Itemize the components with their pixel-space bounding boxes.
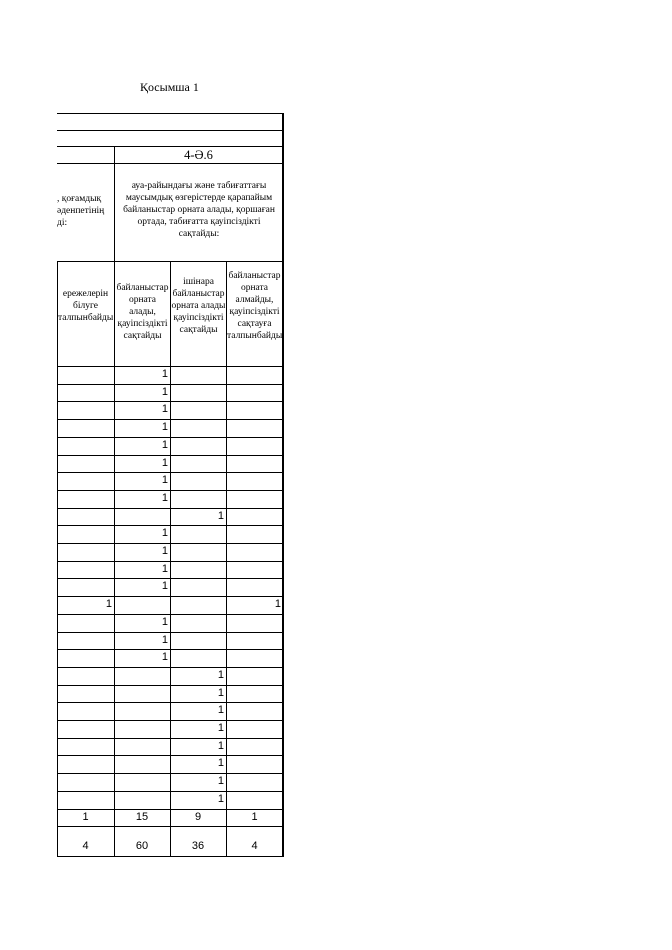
column-header-3: ішінара байланыстар орната алады қауіпсіздікті сақтайды [171,277,226,335]
table-cell: 1 [161,421,168,434]
table-cell: 1 [161,562,168,575]
percent-cell: 60 [135,840,149,852]
column-header-2: байланыстар орната алады, қауіпсіздікті сақтайды [116,283,169,341]
column-header-4: байланыстар орната алмайды, қауіпсіздікті сақтауға талпынбайды [227,271,283,341]
table-cell: 1 [161,403,168,416]
table-cell: 1 [161,438,168,451]
table-cell: 1 [161,474,168,487]
table-cell: 1 [161,580,168,593]
table-cell: 1 [161,456,168,469]
indicator-code: 4-Ә.6 [184,148,213,162]
table-cell: 1 [161,615,168,628]
table-cell: 1 [217,775,224,788]
percent-cell: 36 [191,840,205,852]
left-group-header: , қоғамдық әденпетінің ді: [57,194,105,228]
table-cell: 1 [274,598,281,611]
table-cell: 1 [217,509,224,522]
table-cell: 1 [161,368,168,380]
grid-line [226,261,227,857]
grid-line [57,113,283,114]
table-cell: 1 [161,527,168,540]
total-cell: 1 [251,810,258,823]
grid-line [57,146,283,147]
table-cell: 1 [161,633,168,646]
total-cell: 15 [135,810,149,823]
total-cell: 1 [82,810,89,823]
table-cell: 1 [161,651,168,664]
table-cell: 1 [217,739,224,752]
total-cell: 9 [194,810,202,823]
table-cell: 1 [217,668,224,681]
group-header: ауа-райындағы және табиғаттағы маусымдық өзгерістерде қарапайым байланыстар орната алады, қоршаған ортада, табиғатта қауіпсіздікті сақтайды: [123,181,275,239]
table-cell: 1 [217,792,224,805]
grid-line [57,163,283,164]
table-cell: 1 [161,491,168,504]
table-cell: 1 [217,704,224,717]
grid-line [57,130,283,131]
table-cell: 1 [105,598,112,611]
table-cell: 1 [161,385,168,398]
percent-cell: 4 [251,840,258,852]
appendix-title: Қосымша 1 [140,80,199,94]
table-cell: 1 [217,757,224,770]
grid-line [283,113,284,857]
table-cell: 1 [161,545,168,557]
percent-cell: 4 [82,840,89,852]
grid-line [57,261,58,857]
table-cell: 1 [217,722,224,734]
column-header-1: ережелерін білуге талпынбайды [58,289,114,323]
table-cell: 1 [217,686,224,699]
